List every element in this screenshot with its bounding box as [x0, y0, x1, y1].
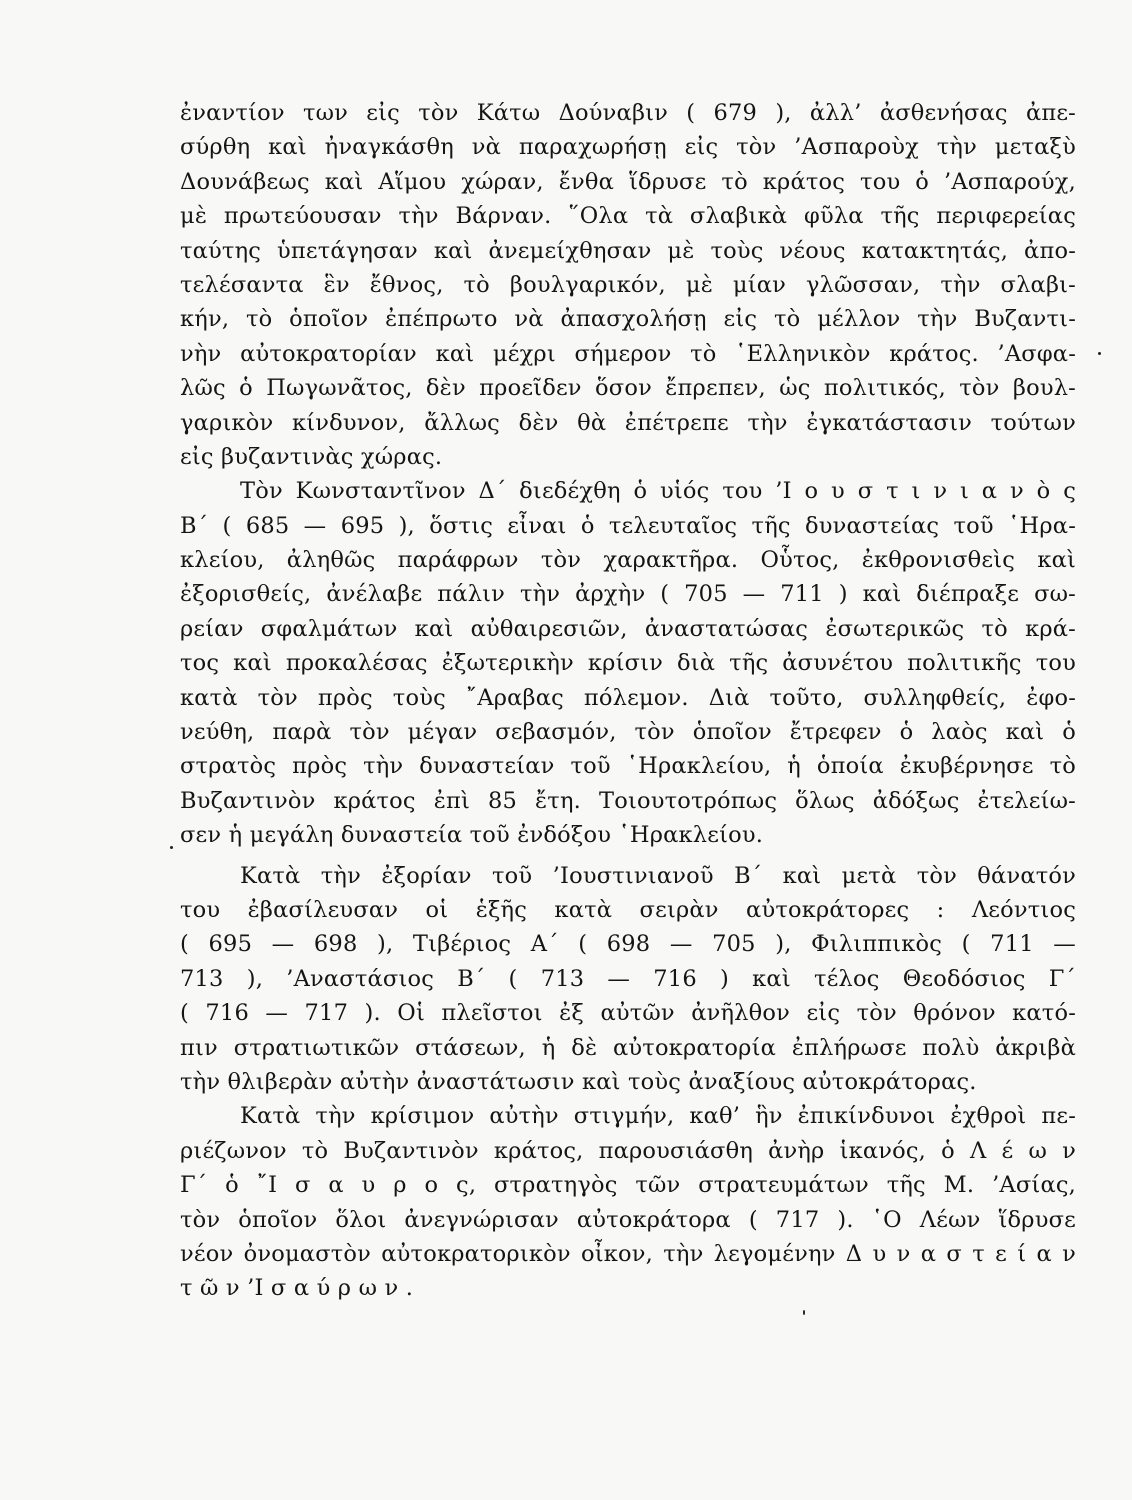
text-line: 713 ), ’Αναστάσιος Β΄ ( 713 — 716 ) καὶ τέλος Θεοδόσιος Γ΄ — [180, 965, 1076, 992]
paragraph-1 — [180, 96, 1076, 474]
text-line: σεν ἡ μεγάλη δυναστεία τοῦ ἐνδόξου ῾Ηρακλείου. — [180, 822, 764, 849]
paragraph-3 — [180, 859, 1076, 1100]
text-line: Βυζαντινὸν κράτος ἐπὶ 85 ἔτη. Τοιουτοτρόπως ὅλως ἀδόξως ἐτελείω- — [180, 787, 1076, 814]
text-line: ἐναντίον των εἰς τὸν Κάτω Δούναβιν ( 679 ), ἀλλ’ ἀσθενήσας ἀπε- — [180, 100, 1076, 126]
text-line: Δουνάβεως καὶ Αἵμου χώραν, ἔνθα ἵδρυσε τὸ κράτος του ὁ ’Ασπαρούχ, — [180, 168, 1076, 195]
text-line: ταύτης ὑπετάγησαν καὶ ἀνεμείχθησαν μὲ τοὺς νέους κατακτητάς, ἀπο- — [180, 237, 1076, 264]
text-line: Τὸν Κωνσταντῖνον Δ΄ διεδέχθη ὁ υἱός του ’Ι ο υ σ τ ι ν ι α ν ὸ ς — [240, 478, 1076, 505]
text-line: τὴν θλιβερὰν αὐτὴν ἀναστάτωσιν καὶ τοὺς ἀναξίους αὐτοκράτορας. — [180, 1068, 977, 1095]
text-line: γαρικὸν κίνδυνον, ἄλλως δὲν θὰ ἐπέτρεπε τὴν ἐγκατάστασιν τούτων — [180, 409, 1076, 436]
text-line: εἰς βυζαντινὰς χώρας. — [180, 443, 443, 470]
text-line: σύρθη καὶ ἠναγκάσθη νὰ παραχωρήσῃ εἰς τὸν ’Ασπαροὺχ τὴν μεταξὺ — [180, 134, 1076, 161]
text-line: πιν στρατιωτικῶν στάσεων, ἡ δὲ αὐτοκρατορία ἐπλήρωσε πολὺ ἀκριβὰ — [180, 1034, 1076, 1061]
text-line: ( 716 — 717 ). Οἱ πλεῖστοι ἐξ αὐτῶν ἀνῆλθον εἰς τὸν θρόνον κατό- — [180, 1000, 1076, 1027]
ink-speck — [170, 846, 173, 849]
ink-speck — [803, 1310, 805, 1315]
text-line: νεύθη, παρὰ τὸν μέγαν σεβασμόν, τὸν ὁποῖον ἔτρεφεν ὁ λαὸς καὶ ὁ — [180, 719, 1076, 746]
text-line: ( 695 — 698 ), Τιβέριος Α΄ ( 698 — 705 ), Φιλιππικὸς ( 711 — — [180, 931, 1076, 958]
text-line: κήν, τὸ ὁποῖον ἐπέπρωτο νὰ ἀπασχολήσῃ εἰς τὸ μέλλον τὴν Βυζαντι- — [180, 306, 1076, 333]
text-line: στρατὸς πρὸς τὴν δυναστείαν τοῦ ῾Ηρακλείου, ἡ ὁποία ἐκυβέρνησε τὸ — [180, 753, 1076, 780]
text-line: Γ΄ ὁ ῎Ι σ α υ ρ ο ς, στρατηγὸς τῶν στρατευμάτων τῆς Μ. ’Ασίας, — [180, 1172, 1076, 1199]
text-line: ρείαν σφαλμάτων καὶ αὐθαιρεσιῶν, ἀναστατώσας ἐσωτερικῶς τὸ κρά- — [180, 615, 1076, 642]
text-line: τελέσαντα ἓν ἔθνος, τὸ βουλγαρικόν, μὲ μίαν γλῶσσαν, τὴν σλαβι- — [180, 271, 1076, 298]
text-line: τ ῶ ν ’Ι σ α ύ ρ ω ν . — [180, 1275, 414, 1302]
text-line: τὸν ὁποῖον ὅλοι ἀνεγνώρισαν αὐτοκράτορα ( 717 ). ῾Ο Λέων ἵδρυσε — [180, 1206, 1076, 1233]
text-line: κλείου, ἀληθῶς παράφρων τὸν χαρακτῆρα. Οὗτος, ἐκθρονισθεὶς καὶ — [180, 547, 1076, 574]
body-text — [180, 96, 1076, 1306]
text-line: Κατὰ τὴν ἐξορίαν τοῦ ’Ιουστινιανοῦ Β΄ καὶ μετὰ τὸν θάνατόν — [240, 862, 1076, 889]
paragraph-4 — [180, 1099, 1076, 1305]
paragraph-2 — [180, 474, 1076, 852]
ink-speck — [1098, 352, 1101, 355]
text-line: μὲ πρωτεύουσαν τὴν Βάρναν. ῞Ολα τὰ σλαβικὰ φῦλα τῆς περιφερείας — [180, 203, 1076, 230]
text-line: νέον ὀνομαστὸν αὐτοκρατορικὸν οἶκον, τὴν λεγομένην Δ υ ν α σ τ ε ί α ν — [180, 1240, 1076, 1267]
text-line: του ἐβασίλευσαν οἱ ἑξῆς κατὰ σειρὰν αὐτοκράτορες : Λεόντιος — [180, 896, 1076, 923]
text-line: λῶς ὁ Πωγωνᾶτος, δὲν προεῖδεν ὅσον ἔπρεπεν, ὡς πολιτικός, τὸν βουλ- — [180, 375, 1076, 402]
text-line: νὴν αὐτοκρατορίαν καὶ μέχρι σήμερον τὸ ῾Ελληνικὸν κράτος. ’Ασφα- — [180, 340, 1076, 367]
text-line: τος καὶ προκαλέσας ἐξωτερικὴν κρίσιν διὰ τῆς ἀσυνέτου πολιτικῆς του — [180, 650, 1076, 677]
text-line: ριέζωνον τὸ Βυζαντινὸν κράτος, παρουσιάσθη ἀνὴρ ἱκανός, ὁ Λ έ ω ν — [180, 1137, 1076, 1164]
text-line: κατὰ τὸν πρὸς τοὺς ῎Αραβας πόλεμον. Διὰ τοῦτο, συλληφθείς, ἐφο- — [180, 684, 1076, 711]
text-line: ἐξορισθείς, ἀνέλαβε πάλιν τὴν ἀρχὴν ( 705 — 711 ) καὶ διέπραξε σω- — [180, 581, 1076, 608]
text-line: Κατὰ τὴν κρίσιμον αὐτὴν στιγμήν, καθ’ ἣν ἐπικίνδυνοι ἐχθροὶ πε- — [240, 1103, 1076, 1130]
text-line: Β΄ ( 685 — 695 ), ὅστις εἶναι ὁ τελευταῖος τῆς δυναστείας τοῦ ῾Ηρα- — [180, 512, 1076, 539]
